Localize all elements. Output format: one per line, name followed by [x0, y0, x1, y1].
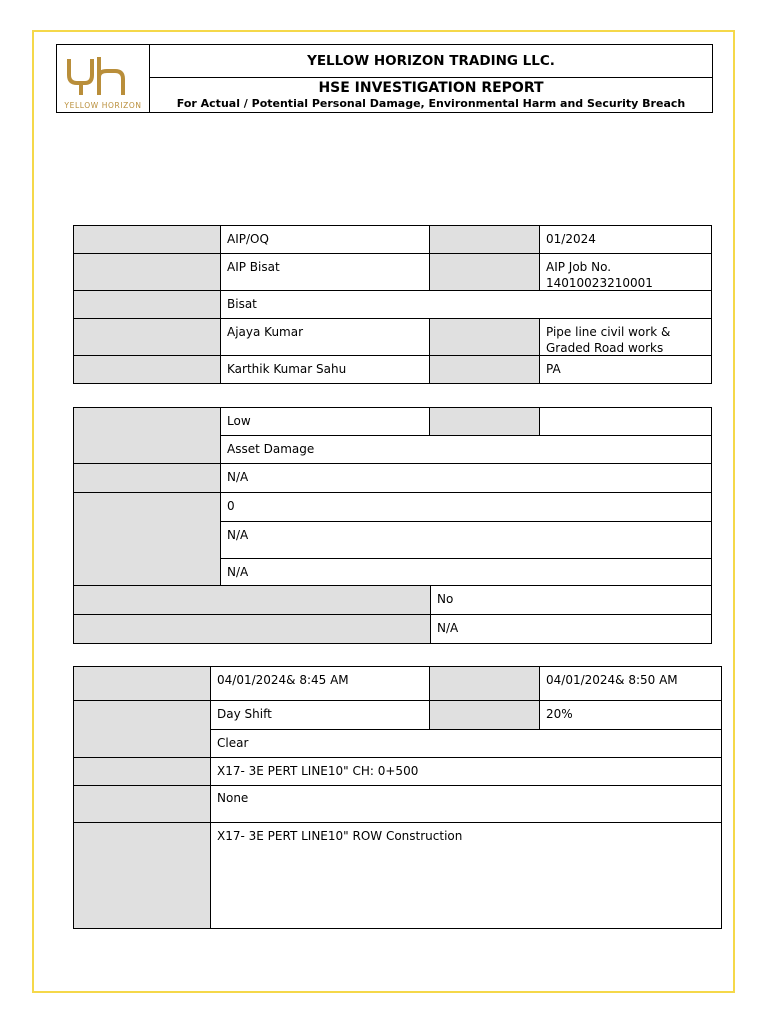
- value-cell: X17- 3E PERT LINE10" ROW Construction: [210, 822, 722, 929]
- label-cell: [73, 290, 221, 319]
- value-cell: N/A: [220, 558, 712, 586]
- company-name: YELLOW HORIZON TRADING LLC.: [149, 44, 713, 78]
- label-cell: [429, 407, 540, 436]
- label-cell: [429, 700, 540, 730]
- label-cell: [73, 463, 221, 493]
- label-cell: [73, 492, 221, 586]
- value-cell: Low: [220, 407, 430, 436]
- label-cell: [73, 614, 431, 644]
- report-title-block: [149, 77, 713, 113]
- label-cell: [73, 757, 211, 786]
- value-cell: Karthik Kumar Sahu: [220, 355, 430, 384]
- job-number-value: 14010023210001: [546, 276, 653, 290]
- value-cell: N/A: [220, 463, 712, 493]
- label-cell: [73, 355, 221, 384]
- label-cell: [73, 407, 221, 464]
- activity-line-1: Pipe line civil work &: [546, 325, 671, 339]
- label-cell: [73, 225, 221, 254]
- value-cell: AIP Bisat: [220, 253, 430, 291]
- label-cell: [73, 822, 211, 929]
- value-cell: X17- 3E PERT LINE10" CH: 0+500: [210, 757, 722, 786]
- report-title: HSE INVESTIGATION REPORT: [318, 80, 544, 96]
- value-cell: N/A: [430, 614, 712, 644]
- job-number-label: AIP Job No.: [546, 260, 612, 274]
- label-cell: [429, 225, 540, 254]
- value-cell: Ajaya Kumar: [220, 318, 430, 356]
- value-cell: 04/01/2024& 8:45 AM: [210, 666, 430, 701]
- value-cell: None: [210, 785, 722, 823]
- job-number-cell: [539, 253, 712, 291]
- value-cell: N/A: [220, 521, 712, 559]
- logo-wordmark: YELLOW HORIZON: [64, 101, 142, 110]
- label-cell: [429, 355, 540, 384]
- report-subtitle: For Actual / Potential Personal Damage, Environmental Harm and Security Breach: [176, 97, 686, 110]
- label-cell: [73, 318, 221, 356]
- value-cell: [539, 407, 712, 436]
- activity-line-2: Graded Road works: [546, 341, 664, 355]
- company-logo: [56, 44, 150, 113]
- yh-logo-icon: [57, 51, 149, 101]
- value-cell: Bisat: [220, 290, 712, 319]
- label-cell: [73, 253, 221, 291]
- value-cell: 0: [220, 492, 712, 522]
- label-cell: [73, 666, 211, 701]
- value-cell: AIP/OQ: [220, 225, 430, 254]
- value-cell: 04/01/2024& 8:50 AM: [539, 666, 722, 701]
- value-cell: Day Shift: [210, 700, 430, 730]
- label-cell: [429, 253, 540, 291]
- value-cell: 20%: [539, 700, 722, 730]
- activity-cell: [539, 318, 712, 356]
- label-cell: [73, 585, 431, 615]
- label-cell: [73, 785, 211, 823]
- value-cell: Clear: [210, 729, 722, 758]
- label-cell: [429, 666, 540, 701]
- value-cell: Asset Damage: [220, 435, 712, 464]
- value-cell: 01/2024: [539, 225, 712, 254]
- label-cell: [73, 700, 211, 758]
- label-cell: [429, 318, 540, 356]
- value-cell: No: [430, 585, 712, 615]
- value-cell: PA: [539, 355, 712, 384]
